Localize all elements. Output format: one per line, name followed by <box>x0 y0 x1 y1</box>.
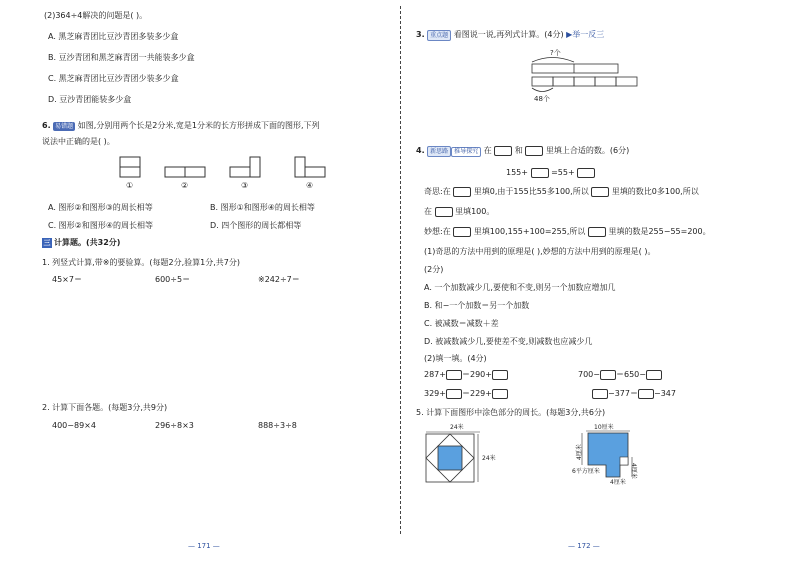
answer-box[interactable] <box>591 187 609 197</box>
q3-top-bar <box>532 64 618 73</box>
fill-4-text-b: −377＝ <box>608 389 638 398</box>
calc2-item-2: 296÷8×3 <box>155 421 194 430</box>
q4-number: 4. <box>416 146 425 155</box>
perimeter-figure-2 <box>570 421 666 485</box>
answer-box[interactable] <box>592 389 608 399</box>
q6-number: 6. <box>42 121 51 130</box>
page-number-right: — 172 — <box>568 542 600 550</box>
qisi-line-2 <box>424 206 494 217</box>
fig2-left-label: 4厘米 <box>576 444 583 460</box>
q3-tag: 重点题 <box>427 30 451 41</box>
figure-2 <box>165 167 205 177</box>
answer-box[interactable] <box>588 227 606 237</box>
q6-option-a: A. 图形②和图形③的周长相等 <box>48 203 153 212</box>
q3-number: 3. <box>416 30 425 39</box>
fig1-top-label: 24米 <box>450 424 464 431</box>
fig2-right-label: 4厘米 <box>630 463 637 479</box>
qisi-line-1 <box>424 186 699 197</box>
q4-equation <box>506 167 595 178</box>
figure-label-3: ③ <box>241 181 249 190</box>
fill-row-2-right <box>592 388 676 399</box>
qisi-text-1: 奇思:在 <box>424 187 451 196</box>
q5-option-a: A. 黑芝麻青团比豆沙青团多装多少盒 <box>48 32 179 41</box>
answer-box[interactable] <box>435 207 453 217</box>
figure-label-1: ① <box>126 181 134 190</box>
qisi-text-3: 里填的数比0多100,所以 <box>611 187 699 196</box>
fill-4-text-c: −347 <box>653 389 676 398</box>
answer-box[interactable] <box>531 168 549 178</box>
fill-row-2-left <box>424 388 508 399</box>
q5-option-c: C. 黑芝麻青团比豆沙青团少装多少盒 <box>48 74 179 83</box>
fill-3-text-b: ＝229+ <box>461 389 492 398</box>
answer-box[interactable] <box>453 187 471 197</box>
right-page <box>400 0 800 566</box>
answer-box[interactable] <box>638 389 654 399</box>
rectangle-figures <box>110 155 340 193</box>
section-number-icon: 三 <box>43 238 51 247</box>
answer-box[interactable] <box>492 370 508 380</box>
answer-box[interactable] <box>446 370 462 380</box>
q4-text-3: 里填上合适的数。(6分) <box>545 146 630 155</box>
answer-box[interactable] <box>446 389 462 399</box>
q6-stem <box>42 120 320 131</box>
miaoxiang-text-2: 里填100,155+100=255,所以 <box>473 227 586 236</box>
calc2-item-3: 888÷3÷8 <box>258 421 297 430</box>
miaoxiang-text-1: 妙想:在 <box>424 227 451 236</box>
q4-part1-score: (2分) <box>424 265 444 274</box>
qisi-text-2: 里填0,由于155比55多100,所以 <box>473 187 589 196</box>
q4-text-1: 在 <box>483 146 492 155</box>
q4-part1: (1)奇思的方法中用到的原理是( ),妙想的方法中用到的原理是( )。 <box>424 247 656 256</box>
answer-box[interactable] <box>453 227 471 237</box>
q3-stem <box>416 29 604 41</box>
q4-option-c: C. 被减数＝减数＋差 <box>424 319 499 328</box>
fig1-shaded-square <box>438 446 462 470</box>
q4-part2: (2)填一填。(4分) <box>424 354 487 363</box>
q5-title: 5. 计算下面图形中涂色部分的周长。(每题3分,共6分) <box>416 408 606 417</box>
q3-top-brace <box>532 58 574 63</box>
fig2-bottom-left-label: 6平方厘米 <box>572 468 600 475</box>
q6-tag: 易错题 <box>55 123 74 130</box>
q6-option-b: B. 图形①和图形④的周长相等 <box>210 203 315 212</box>
figure-label-4: ④ <box>306 181 314 190</box>
qisi-text-4: 在 <box>424 207 432 216</box>
fig2-bottom-label: 4厘米 <box>610 479 626 485</box>
fill-row-1-right <box>578 369 662 380</box>
fig2-small-square <box>620 457 628 465</box>
fill-row-1-left <box>424 369 508 380</box>
q4-option-b: B. 和−一个加数＝另一个加数 <box>424 301 530 310</box>
q4-tag-1: 新思路 <box>427 146 451 157</box>
figure-4 <box>295 157 325 177</box>
q5-option-d: D. 豆沙青团能装多少盒 <box>48 95 132 104</box>
q4-option-d: D. 被减数减少几,要使差不变,则减数也应减少几 <box>424 337 593 346</box>
q3-bar-diagram <box>528 46 678 104</box>
q6-option-d: D. 四个图形的周长都相等 <box>210 221 302 230</box>
q4-tag-2: 推导探究 <box>451 147 481 157</box>
fill-1-text-b: ＝290+ <box>461 370 492 379</box>
figure-label-2: ② <box>181 181 189 190</box>
fill-3-text-a: 329+ <box>424 389 446 398</box>
calc1-title: 1. 列竖式计算,带※的要验算。(每题2分,验算1分,共7分) <box>42 258 241 267</box>
q6-line2: 说法中正确的是( )。 <box>42 137 115 146</box>
answer-box[interactable] <box>646 370 662 380</box>
fig1-right-label: 24米 <box>482 455 496 462</box>
eq-left: 155+ <box>506 168 528 177</box>
calc2-item-1: 400−89×4 <box>52 421 96 430</box>
section-calculation-heading <box>42 237 120 248</box>
answer-box[interactable] <box>525 146 543 156</box>
page-number-left: — 171 — <box>188 542 220 550</box>
miaoxiang-line <box>424 226 711 237</box>
answer-box[interactable] <box>600 370 616 380</box>
fill-2-text-a: 700− <box>578 370 600 379</box>
eq-right: =55+ <box>551 168 575 177</box>
answer-box[interactable] <box>577 168 595 178</box>
figure-1 <box>120 157 140 177</box>
fill-1-text-a: 287+ <box>424 370 446 379</box>
answer-box[interactable] <box>492 389 508 399</box>
calc1-item-3: ※242÷7＝ <box>258 275 300 284</box>
q3-link[interactable]: ▶举一反三 <box>566 30 605 39</box>
miaoxiang-text-3: 里填的数是255−55=200。 <box>608 227 711 236</box>
q3-bottom-bar <box>532 77 637 86</box>
qisi-text-5: 里填100。 <box>455 207 495 216</box>
q4-option-a: A. 一个加数减少几,要使和不变,则另一个加数应增加几 <box>424 283 616 292</box>
q6-option-c: C. 图形②和图形④的周长相等 <box>48 221 154 230</box>
fig2-top-label: 10厘米 <box>594 424 614 431</box>
q4-stem <box>416 145 629 157</box>
q3-bottom-brace <box>532 88 553 92</box>
section-title: 计算题。(共32分) <box>54 238 121 247</box>
q5-option-b: B. 豆沙青团和黑芝麻青团一共能装多少盒 <box>48 53 195 62</box>
calc1-item-2: 600÷5＝ <box>155 275 191 284</box>
q4-text-2: 和 <box>514 146 523 155</box>
q6-line1: 如图,分别用两个长是2分米,宽是1分米的长方形拼成下面的图形,下列 <box>77 121 320 130</box>
q3-bottom-label: 48个 <box>534 95 550 103</box>
fill-2-text-b: ＝650− <box>615 370 646 379</box>
q3-text: 看图说一说,再列式计算。(4分) <box>453 30 564 39</box>
figure-3 <box>230 157 260 177</box>
calc2-title: 2. 计算下面各题。(每题3分,共9分) <box>42 403 168 412</box>
q5-stem: (2)364÷4解决的问题是( )。 <box>44 11 148 20</box>
answer-box[interactable] <box>494 146 512 156</box>
calc1-item-1: 45×7＝ <box>52 275 82 284</box>
perimeter-figure-1 <box>420 420 516 486</box>
q3-top-label: ?个 <box>550 49 561 57</box>
